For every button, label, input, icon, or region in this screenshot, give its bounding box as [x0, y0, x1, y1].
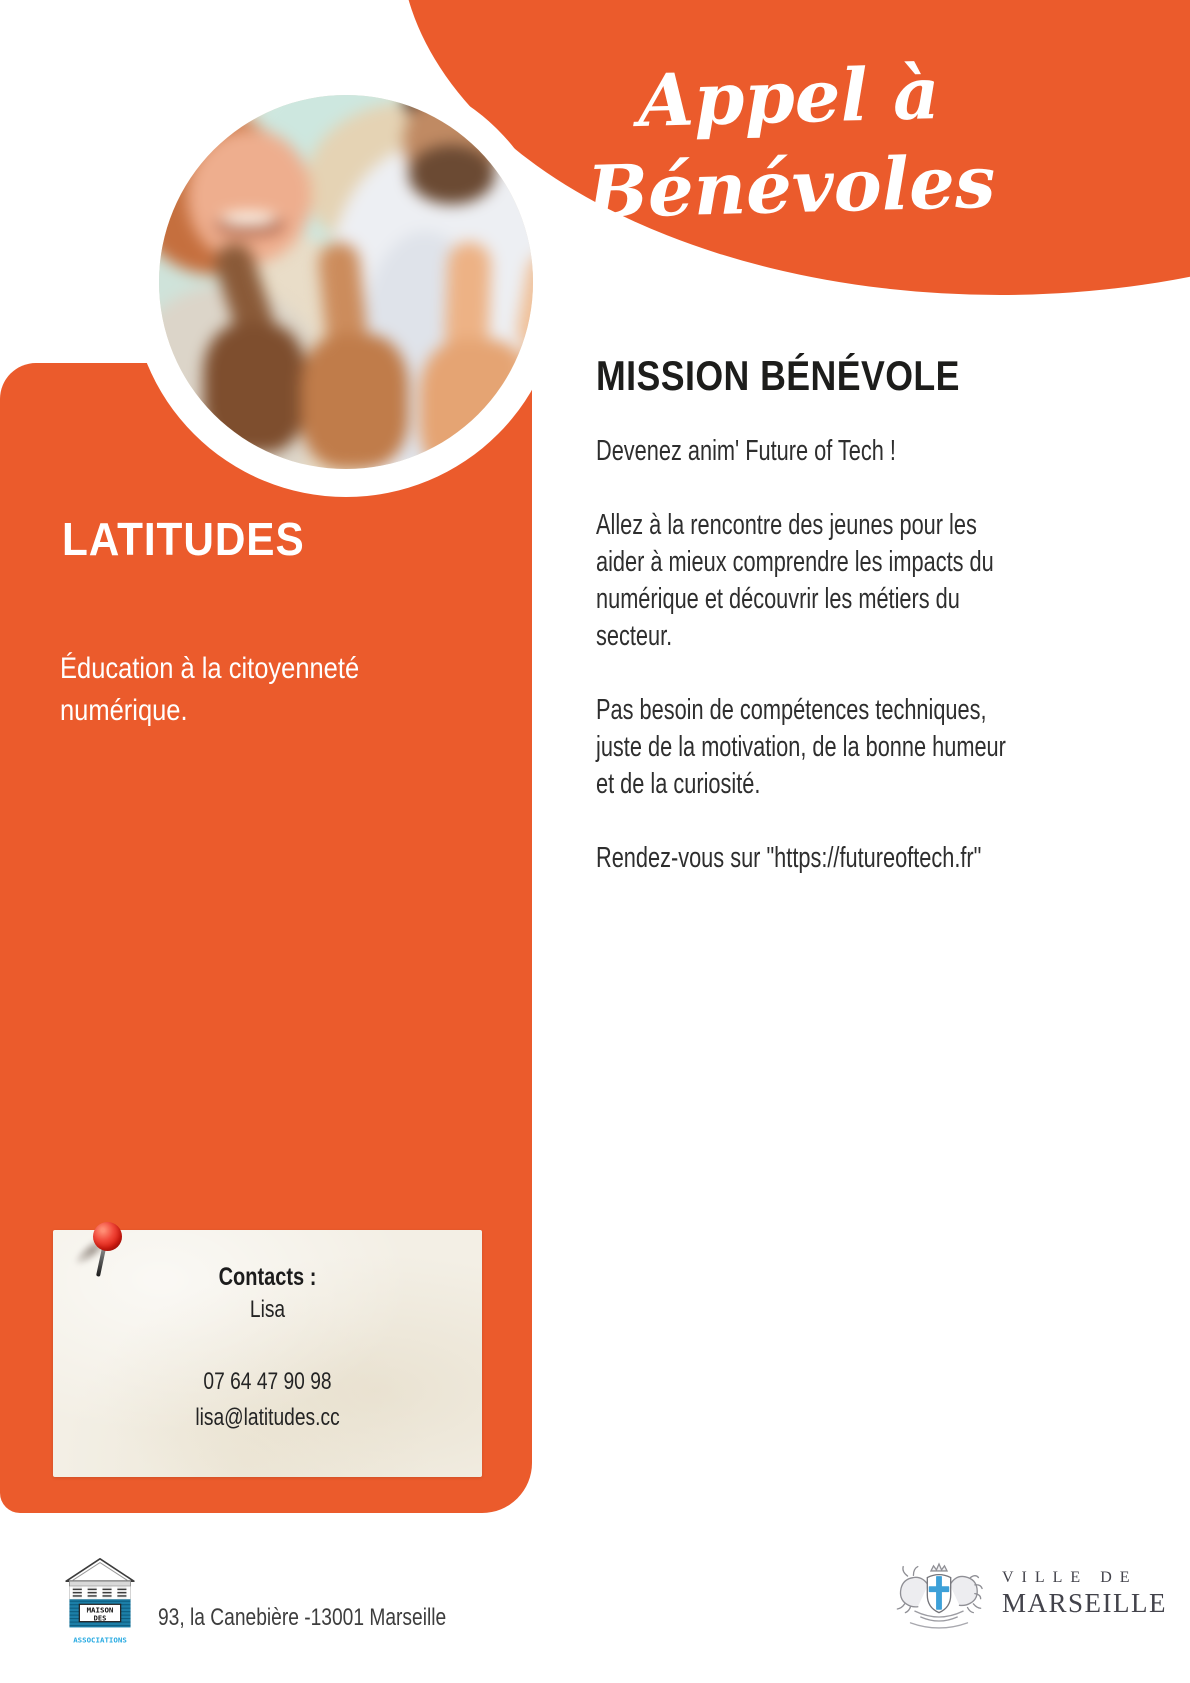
mission-section: [596, 352, 1076, 914]
contact-card-text: [96, 1230, 439, 1477]
mission-line: aider à mieux comprendre les impacts du: [596, 546, 994, 578]
photo-man-beard: [409, 145, 495, 204]
marseille-text: MARSEILLE: [1002, 1588, 1167, 1618]
contact-phone: 07 64 47 90 98: [203, 1368, 332, 1395]
mission-line: juste de la motivation, de la bonne humeur: [596, 731, 1006, 763]
pushpin-icon: [93, 1222, 122, 1251]
mission-paragraph: [596, 692, 1006, 803]
photo-woman-teeth: [220, 212, 278, 227]
maison-label-line1: MAISON: [86, 1605, 114, 1615]
page-title: Appel à Bénévoles: [585, 50, 997, 235]
footer-address: 93, la Canebière -13001 Marseille: [158, 1604, 447, 1631]
org-description: [60, 648, 359, 732]
maison-label-line2: DES: [93, 1613, 107, 1623]
contact-name: Lisa: [249, 1296, 286, 1323]
org-description-line: Éducation à la citoyenneté: [60, 652, 360, 685]
contact-email: lisa@latitudes.cc: [195, 1404, 340, 1431]
photo-fist: [301, 334, 409, 469]
ville-de-marseille-logo: [1002, 1568, 1167, 1618]
mission-line: Allez à la rencontre des jeunes pour les: [596, 509, 977, 541]
org-description-line: numérique.: [60, 694, 188, 727]
mission-link-line: Rendez-vous sur "https://futureoftech.fr": [596, 842, 982, 874]
maison-label-line3: ASSOCIATIONS: [73, 1635, 127, 1645]
mission-line: Devenez anim' Future of Tech !: [596, 435, 896, 467]
photo-fist: [203, 323, 306, 453]
contact-title: Contacts :: [218, 1263, 317, 1291]
photo-blur-layer: [159, 95, 533, 469]
mission-paragraph: [596, 840, 982, 877]
thumbs-up-photo: [159, 95, 533, 469]
ville-de-text: VILLE DE: [1002, 1569, 1138, 1586]
maison-des-associations-logo: [62, 1551, 138, 1651]
mission-line: secteur.: [596, 620, 673, 652]
mission-paragraph: [596, 433, 956, 470]
mission-paragraph: [596, 507, 994, 655]
mission-line: et de la curiosité.: [596, 768, 761, 800]
marseille-coat-of-arms-icon: [884, 1560, 994, 1636]
mission-line: numérique et découvrir les métiers du: [596, 583, 960, 615]
org-name: LATITUDES: [62, 513, 305, 565]
mission-heading: MISSION BÉNÉVOLE: [596, 352, 960, 399]
contact-card: [53, 1230, 482, 1477]
mission-line: Pas besoin de compétences techniques,: [596, 694, 987, 726]
photo-woman-face: [187, 129, 311, 264]
